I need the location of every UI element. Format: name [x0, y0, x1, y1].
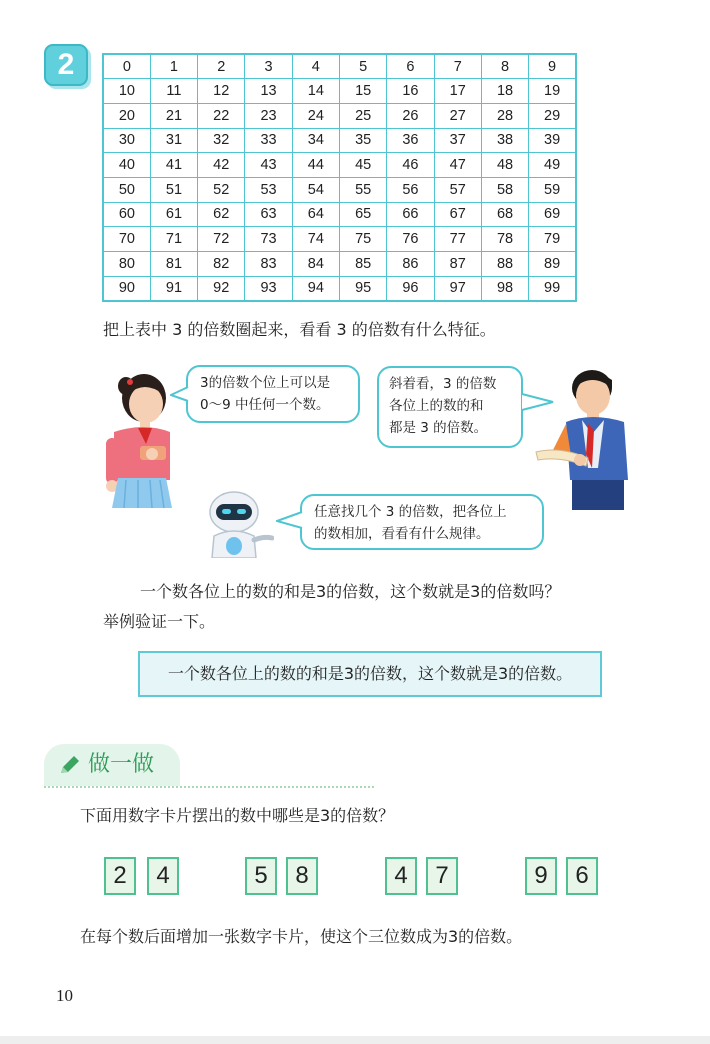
grid-cell: 7: [434, 54, 481, 79]
grid-row: [103, 202, 576, 227]
girl-speech-bubble: [186, 365, 360, 423]
grid-cell: 27: [434, 103, 481, 128]
grid-cell: 32: [198, 128, 245, 153]
grid-cell: 96: [387, 276, 434, 301]
grid-cell: 20: [103, 103, 150, 128]
problem-number-badge: 2: [44, 44, 88, 86]
grid-cell: 81: [150, 252, 197, 277]
grid-cell: 83: [245, 252, 292, 277]
digit-card: 9: [525, 857, 557, 895]
robot-speech-bubble: [300, 494, 544, 550]
grid-cell: 99: [529, 276, 576, 301]
conclusion-box: 一个数各位上的数的和是3的倍数，这个数就是3的倍数。: [138, 651, 602, 697]
number-grid-table: [102, 53, 577, 302]
grid-cell: 43: [245, 153, 292, 178]
boy-speech-bubble: [377, 366, 523, 448]
robot-bubble-line-1: 任意找几个 3 的倍数，把各位上: [314, 504, 507, 520]
grid-cell: 14: [292, 79, 339, 104]
grid-row: [103, 252, 576, 277]
grid-cell: 50: [103, 177, 150, 202]
grid-cell: 37: [434, 128, 481, 153]
grid-cell: 8: [481, 54, 528, 79]
grid-cell: 4: [292, 54, 339, 79]
grid-cell: 28: [481, 103, 528, 128]
grid-cell: 0: [103, 54, 150, 79]
grid-cell: 88: [481, 252, 528, 277]
digit-card: 7: [426, 857, 458, 895]
grid-cell: 97: [434, 276, 481, 301]
grid-cell: 5: [339, 54, 386, 79]
grid-cell: 79: [529, 227, 576, 252]
grid-row: [103, 227, 576, 252]
grid-cell: 34: [292, 128, 339, 153]
grid-cell: 38: [481, 128, 528, 153]
grid-cell: 91: [150, 276, 197, 301]
grid-cell: 82: [198, 252, 245, 277]
grid-cell: 36: [387, 128, 434, 153]
grid-row: [103, 153, 576, 178]
grid-cell: 10: [103, 79, 150, 104]
grid-cell: 35: [339, 128, 386, 153]
grid-cell: 3: [245, 54, 292, 79]
robot-bubble-tail: [276, 510, 304, 530]
grid-cell: 94: [292, 276, 339, 301]
grid-cell: 57: [434, 177, 481, 202]
grid-cell: 13: [245, 79, 292, 104]
grid-cell: 11: [150, 79, 197, 104]
grid-row: [103, 103, 576, 128]
grid-cell: 26: [387, 103, 434, 128]
grid-cell: 95: [339, 276, 386, 301]
grid-cell: 16: [387, 79, 434, 104]
grid-cell: 24: [292, 103, 339, 128]
grid-cell: 85: [339, 252, 386, 277]
grid-cell: 49: [529, 153, 576, 178]
grid-cell: 70: [103, 227, 150, 252]
grid-cell: 63: [245, 202, 292, 227]
grid-row: [103, 54, 576, 79]
grid-cell: 68: [481, 202, 528, 227]
grid-cell: 67: [434, 202, 481, 227]
grid-cell: 60: [103, 202, 150, 227]
grid-cell: 76: [387, 227, 434, 252]
grid-cell: 64: [292, 202, 339, 227]
grid-cell: 66: [387, 202, 434, 227]
question-line-2: 举例验证一下。: [103, 612, 216, 631]
grid-cell: 65: [339, 202, 386, 227]
grid-cell: 69: [529, 202, 576, 227]
do-it-title: 做一做: [88, 752, 155, 777]
grid-cell: 52: [198, 177, 245, 202]
page-number: 10: [56, 986, 73, 1005]
grid-cell: 33: [245, 128, 292, 153]
grid-cell: 58: [481, 177, 528, 202]
grid-cell: 18: [481, 79, 528, 104]
grid-cell: 59: [529, 177, 576, 202]
boy-bubble-line-1: 斜着看，3 的倍数: [389, 376, 497, 392]
robot-bubble-line-2: 的数相加，看看有什么规律。: [314, 526, 490, 542]
grid-cell: 75: [339, 227, 386, 252]
grid-cell: 41: [150, 153, 197, 178]
girl-bubble-tail: [170, 386, 190, 402]
bottom-bar: [0, 1036, 710, 1044]
grid-cell: 71: [150, 227, 197, 252]
grid-cell: 23: [245, 103, 292, 128]
girl-bubble-line-1: 3的倍数个位上可以是: [200, 375, 331, 391]
grid-cell: 44: [292, 153, 339, 178]
grid-cell: 40: [103, 153, 150, 178]
question-line-1: 一个数各位上的数的和是3的倍数，这个数就是3的倍数吗？: [140, 582, 561, 601]
grid-cell: 17: [434, 79, 481, 104]
grid-cell: 39: [529, 128, 576, 153]
do-it-followup: 在每个数后面增加一张数字卡片，使这个三位数成为3的倍数。: [80, 927, 523, 946]
hundred-chart: [102, 53, 577, 302]
grid-cell: 1: [150, 54, 197, 79]
digit-card: 8: [286, 857, 318, 895]
grid-cell: 74: [292, 227, 339, 252]
instruction-text: 把上表中 3 的倍数圈起来，看看 3 的倍数有什么特征。: [103, 320, 496, 339]
grid-cell: 80: [103, 252, 150, 277]
grid-row: [103, 128, 576, 153]
grid-cell: 51: [150, 177, 197, 202]
boy-bubble-line-3: 都是 3 的倍数。: [389, 420, 488, 436]
digit-card: 6: [566, 857, 598, 895]
grid-cell: 46: [387, 153, 434, 178]
do-it-header: [44, 744, 180, 786]
digit-card: 5: [245, 857, 277, 895]
digit-card: 4: [385, 857, 417, 895]
grid-cell: 47: [434, 153, 481, 178]
grid-row: [103, 177, 576, 202]
grid-cell: 21: [150, 103, 197, 128]
grid-cell: 45: [339, 153, 386, 178]
grid-cell: 54: [292, 177, 339, 202]
digit-card: 2: [104, 857, 136, 895]
pencil-icon: [58, 753, 82, 777]
grid-cell: 48: [481, 153, 528, 178]
grid-cell: 22: [198, 103, 245, 128]
do-it-divider: [44, 786, 374, 788]
robot-illustration: [200, 488, 274, 558]
grid-cell: 9: [529, 54, 576, 79]
girl-illustration: [100, 368, 180, 516]
grid-cell: 90: [103, 276, 150, 301]
do-it-prompt: 下面用数字卡片摆出的数中哪些是3的倍数？: [80, 806, 395, 825]
grid-cell: 86: [387, 252, 434, 277]
grid-cell: 42: [198, 153, 245, 178]
grid-cell: 92: [198, 276, 245, 301]
grid-cell: 12: [198, 79, 245, 104]
grid-cell: 29: [529, 103, 576, 128]
grid-cell: 98: [481, 276, 528, 301]
grid-cell: 2: [198, 54, 245, 79]
grid-cell: 78: [481, 227, 528, 252]
grid-cell: 61: [150, 202, 197, 227]
grid-cell: 72: [198, 227, 245, 252]
boy-illustration: [532, 364, 636, 514]
grid-cell: 19: [529, 79, 576, 104]
girl-bubble-line-2: 0～9 中任何一个数。: [200, 397, 330, 413]
grid-cell: 6: [387, 54, 434, 79]
grid-row: [103, 276, 576, 301]
grid-cell: 93: [245, 276, 292, 301]
grid-cell: 73: [245, 227, 292, 252]
grid-cell: 62: [198, 202, 245, 227]
grid-cell: 55: [339, 177, 386, 202]
grid-cell: 89: [529, 252, 576, 277]
grid-row: [103, 79, 576, 104]
grid-cell: 53: [245, 177, 292, 202]
grid-cell: 84: [292, 252, 339, 277]
grid-cell: 77: [434, 227, 481, 252]
grid-cell: 15: [339, 79, 386, 104]
grid-cell: 87: [434, 252, 481, 277]
grid-cell: 25: [339, 103, 386, 128]
grid-cell: 31: [150, 128, 197, 153]
grid-cell: 56: [387, 177, 434, 202]
grid-cell: 30: [103, 128, 150, 153]
boy-bubble-line-2: 各位上的数的和: [389, 398, 484, 414]
digit-card: 4: [147, 857, 179, 895]
